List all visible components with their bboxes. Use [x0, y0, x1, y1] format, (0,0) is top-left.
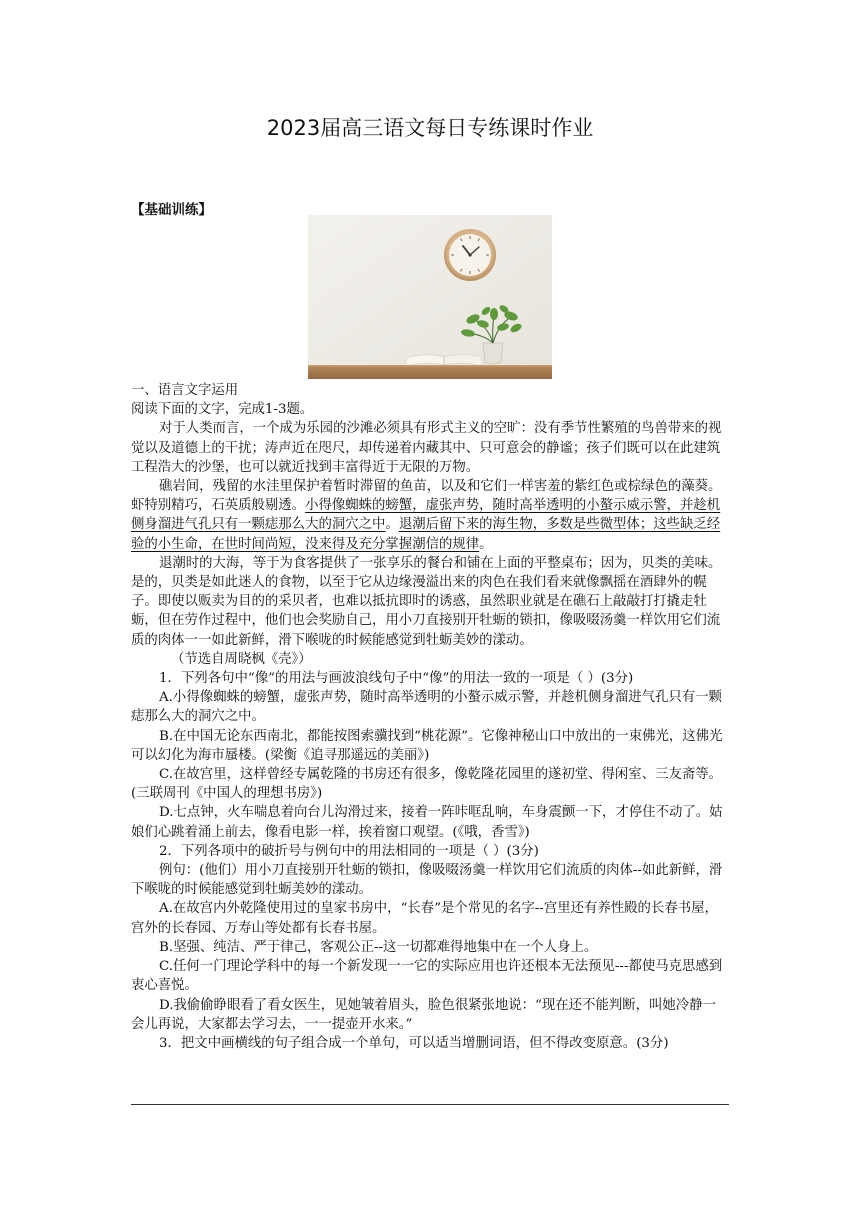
clock-plant-book-illustration — [308, 215, 552, 379]
document-title: 2023届高三语文每日专练课时作业 — [266, 116, 594, 140]
para2-text-b: 。 — [385, 517, 399, 533]
question-1-option-d: D.七点钟，火车喘息着向台儿沟滑过来，接着一阵咔哐乱响，车身震颤一下，才停住不动了。姑娘们心跳着涌上前去，像看电影一样，挨着窗口观望。(《哦，香雪》) — [131, 805, 723, 840]
section-tag: 【基础训练】 — [131, 202, 212, 218]
question-3-stem: 3．把文中画横线的句子组合成一个单句，可以适当增删词语，但不得改变原意。(3分) — [159, 1035, 669, 1051]
question-2-option-a: A.在故宫内外乾隆使用过的皇家书房中，“长春”是个常见的名字--宫里还有养性殿的长春书屋，宫外的长春园、万寿山等处都有长春书屋。 — [131, 901, 718, 936]
question-2-example: 例句：(他们）用小刀直接别开牡蛎的锁扣，像吸啜汤羹一样饮用它们流质的肉体--如此新鲜，滑下喉咙的时候能感觉到牡蛎美妙的漾动。 — [131, 863, 723, 898]
question-2-option-b: B.坚强、纯洁、严于律己，客观公正--这一切都难得地集中在一个人身上。 — [159, 939, 598, 955]
para2-text-a: 礁岩间，残留的水洼里保护着暂时滞留的鱼苗，以及和它们一样害羞的紫红色或棕绿色的藻葵。虾特别精巧，石英质般剔透。 — [131, 479, 722, 514]
wavy-underlined-sentence: 小得像蜘蛛的螃蟹，虚张声势，随时高举透明的小螯示威示警，并趁机侧身溜进气孔只有一颗痣那么大的洞穴之中 — [131, 498, 721, 533]
question-2-stem: 2．下列各项中的破折号与例句中的用法相同的一项是（ ）(3分) — [159, 843, 539, 859]
question-1-option-a: A.小得像蜘蛛的螃蟹，虚张声势，随时高举透明的小螯示威示警，并趁机侧身溜进气孔只有一颗痣那么大的洞穴之中。 — [131, 690, 722, 725]
question-1-option-c: C.在故宫里，这样曾经专属乾隆的书房还有很多，像乾隆花园里的遂初堂、得闲室、三友斋等。(三联周刊《中国人的理想书房》) — [131, 767, 723, 802]
document-body — [131, 381, 729, 1053]
part-heading: 一、语言文字运用 — [131, 383, 239, 398]
underlined-sentence: 退潮后留下来的海生物，多数是些微型体；这些缺乏经验的小生命，在世时间尚短，没来得及充分掌握潮信的规律 — [131, 517, 721, 552]
passage-paragraph-2 — [131, 477, 729, 554]
question-1-option-b: B.在中国无论东西南北，都能按图索骥找到“桃花源”。它像神秘山口中放出的一束佛光，这佛光可以幻化为海市蜃楼。(梁衡《追寻那遥远的美丽》) — [131, 728, 723, 763]
passage-paragraph-1: 对于人类而言，一个成为乐园的沙滩必须具有形式主义的空旷：没有季节性繁殖的鸟兽带来的视觉以及道德上的干扰；涛声近在咫尺，却传递着内藏其中、只可意会的静谧；孩子们既可以在此建筑工程浩大的沙堡，也可以就近找到丰富得近于无限的万物。 — [131, 421, 722, 475]
para2-text-c: 。 — [479, 536, 493, 552]
question-2-option-c: C.任何一门理论学科中的每一个新发现一一它的实际应用也许还根本无法预见---都使马克思感到衷心喜悦。 — [131, 959, 723, 994]
instruction: 阅读下面的文字，完成1-3题。 — [131, 402, 314, 418]
question-1-stem: 1．下列各句中“像”的用法与画波浪线句子中“像”的用法一致的一项是（ ）(3分) — [159, 671, 634, 687]
passage-source: （节选自周晓枫《壳》） — [171, 651, 312, 667]
wall-clock-icon — [444, 229, 496, 281]
question-2-option-d: D.我偷偷睁眼看了看女医生，见她皱着眉头，脸色很紧张地说：“现在还不能判断，叫她冷静一会儿再说，大家都去学习去，一一提壶开水来。” — [131, 997, 716, 1032]
footer-divider — [131, 1104, 729, 1105]
passage-paragraph-3: 退潮时的大海，等于为食客提供了一张享乐的餐台和铺在上面的平整桌布；因为，贝类的美味。是的，贝类是如此迷人的食物，以至于它从边缘漫溢出来的肉色在我们看来就像飘摇在酒肆外的幌子。即使以贩卖为目的的采贝者，也难以抵抗即时的诱惑，虽然职业就是在礁石上敲敲打打撬走牡蛎，但在劳作过程中，他们也会奖励自己，用小刀直接别开牡蛎的锁扣，像吸啜汤羹一样饮用它们流质的肉体一一如此新鲜，滑下喉咙的时候能感觉到牡蛎美妙的漾动。 — [131, 555, 722, 648]
